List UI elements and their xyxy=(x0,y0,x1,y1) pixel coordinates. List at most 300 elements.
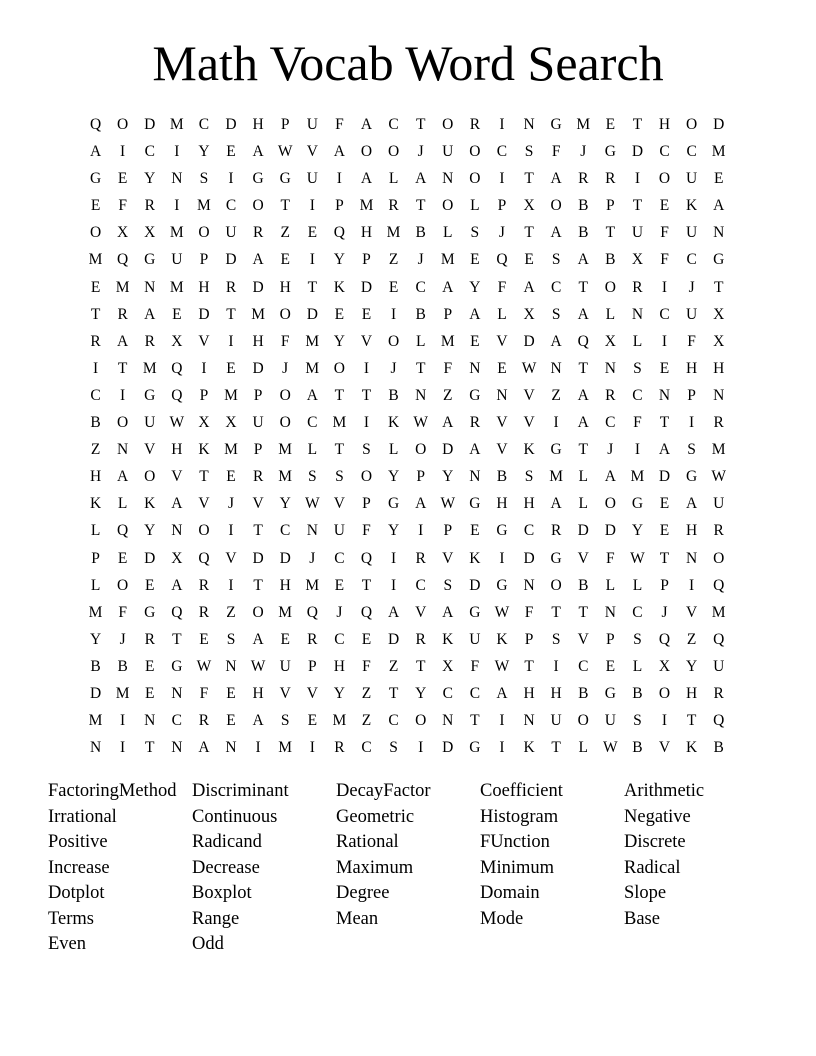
grid-letter: J xyxy=(119,630,126,648)
grid-letter: M xyxy=(305,332,320,350)
grid-letter: A xyxy=(252,630,264,648)
grid-letter: C xyxy=(307,414,318,432)
grid-letter: Y xyxy=(686,657,698,675)
grid-letter: J xyxy=(661,603,668,621)
grid-letter: N xyxy=(171,170,183,188)
grid-letter: C xyxy=(415,278,426,296)
grid-letter: C xyxy=(550,278,562,296)
grid-letter: G xyxy=(496,522,508,540)
grid-letter: E xyxy=(605,116,616,133)
word-list-item: FUnction xyxy=(480,832,550,852)
grid-letter: I xyxy=(390,305,397,323)
grid-letter: I xyxy=(309,251,315,269)
grid-letter: N xyxy=(144,278,156,296)
grid-letter: G xyxy=(89,170,102,188)
grid-letter: H xyxy=(171,441,183,459)
grid-letter: E xyxy=(90,197,101,215)
grid-letter: S xyxy=(633,630,642,648)
grid-letter: P xyxy=(253,386,263,404)
grid-letter: E xyxy=(280,630,290,648)
grid-letter: E xyxy=(713,170,724,188)
grid-letter: C xyxy=(334,549,345,567)
grid-letter: C xyxy=(415,576,426,594)
grid-letter: Q xyxy=(713,576,725,594)
grid-letter: R xyxy=(144,332,155,350)
grid-letter: V xyxy=(333,495,345,513)
grid-letter: V xyxy=(658,739,671,757)
grid-letter: O xyxy=(279,305,291,323)
grid-letter: A xyxy=(333,143,345,161)
grid-letter: I xyxy=(228,332,234,350)
grid-letter: H xyxy=(279,278,291,296)
grid-letter: O xyxy=(198,522,210,540)
grid-letter: A xyxy=(171,576,183,594)
grid-letter: E xyxy=(361,305,372,323)
grid-letter: I xyxy=(418,739,424,757)
grid-letter: T xyxy=(388,684,399,702)
grid-letter: H xyxy=(279,576,291,594)
word-list-item: Boxplot xyxy=(192,883,252,903)
grid-letter: D xyxy=(713,116,725,133)
grid-letter: C xyxy=(144,143,155,161)
grid-letter: T xyxy=(253,522,263,540)
grid-letter: E xyxy=(307,224,318,242)
grid-letter: J xyxy=(227,495,235,513)
grid-letter: Q xyxy=(713,630,725,648)
grid-letter: O xyxy=(415,441,427,459)
grid-letter: D xyxy=(144,116,156,133)
grid-letter: I xyxy=(363,359,370,377)
grid-letter: T xyxy=(415,657,426,675)
grid-letter: O xyxy=(360,468,373,486)
grid-letter: Z xyxy=(388,657,399,675)
grid-letter: O xyxy=(279,386,291,404)
word-list-item: Mean xyxy=(336,908,379,929)
grid-letter: O xyxy=(550,576,562,594)
grid-letter: F xyxy=(660,224,669,242)
grid-letter: Y xyxy=(469,278,481,296)
grid-letter: A xyxy=(604,468,616,486)
grid-letter: A xyxy=(577,414,589,432)
grid-letter: R xyxy=(578,170,589,188)
grid-letter: P xyxy=(443,522,453,540)
grid-letter: K xyxy=(333,278,345,296)
grid-letter: I xyxy=(499,739,505,757)
grid-letter: W xyxy=(603,739,618,757)
grid-letter: M xyxy=(88,712,103,730)
grid-letter: H xyxy=(713,359,725,377)
grid-letter: W xyxy=(304,495,320,513)
word-list-item: Terms xyxy=(48,908,94,929)
grid-letter: E xyxy=(605,657,616,675)
grid-letter: G xyxy=(279,170,291,188)
grid-letter: M xyxy=(278,603,293,621)
grid-letter: V xyxy=(171,468,183,486)
grid-letter: I xyxy=(390,576,397,594)
grid-letter: A xyxy=(496,684,508,702)
grid-letter: S xyxy=(633,712,642,730)
grid-letter: A xyxy=(713,197,725,215)
grid-letter: E xyxy=(659,495,670,513)
grid-letter: R xyxy=(605,170,616,188)
grid-letter: L xyxy=(90,522,101,540)
grid-letter: N xyxy=(523,576,535,594)
grid-letter: I xyxy=(661,712,668,730)
grid-letter: N xyxy=(713,386,725,404)
grid-letter: W xyxy=(521,359,537,377)
grid-letter: Y xyxy=(442,468,454,486)
grid-letter: Q xyxy=(117,251,129,269)
grid-letter: N xyxy=(442,712,454,730)
grid-letter: E xyxy=(226,684,236,702)
grid-letter: X xyxy=(117,224,129,242)
grid-letter: T xyxy=(117,359,128,377)
grid-letter: E xyxy=(145,576,155,594)
grid-letter: R xyxy=(469,414,481,432)
grid-letter: H xyxy=(252,684,264,702)
grid-letter: V xyxy=(306,684,318,702)
grid-letter: P xyxy=(307,657,317,675)
grid-letter: N xyxy=(604,359,616,377)
grid-letter: E xyxy=(226,359,236,377)
grid-letter: S xyxy=(551,630,561,648)
grid-letter: S xyxy=(362,441,371,459)
grid-letter: T xyxy=(334,441,345,459)
grid-letter: L xyxy=(388,441,399,459)
grid-letter: I xyxy=(309,739,315,757)
grid-letter: L xyxy=(632,576,643,594)
grid-letter: G xyxy=(387,495,400,513)
grid-letter: A xyxy=(117,468,129,486)
grid-letter: T xyxy=(199,468,209,486)
grid-letter: E xyxy=(659,359,670,377)
grid-letter: T xyxy=(605,224,616,242)
grid-letter: C xyxy=(198,116,210,133)
grid-letter: X xyxy=(442,657,454,675)
grid-letter: C xyxy=(469,684,481,702)
word-list-item: Minimum xyxy=(480,857,555,878)
grid-letter: H xyxy=(198,278,210,296)
grid-letter: B xyxy=(117,657,128,675)
word-list-item: Radicand xyxy=(192,832,262,852)
grid-letter: I xyxy=(499,116,505,133)
word-list-item: Dotplot xyxy=(48,883,105,903)
grid-letter: R xyxy=(713,414,724,432)
grid-letter: T xyxy=(524,224,534,242)
grid-letter: Q xyxy=(360,549,373,567)
grid-letter: C xyxy=(605,414,616,432)
grid-letter: C xyxy=(280,522,291,540)
grid-letter: T xyxy=(686,712,697,730)
grid-letter: G xyxy=(496,576,508,594)
grid-letter: Q xyxy=(306,603,318,621)
grid-letter: I xyxy=(553,657,559,675)
grid-letter: F xyxy=(280,332,290,350)
grid-letter: A xyxy=(252,712,264,730)
grid-letter: N xyxy=(523,712,535,730)
grid-letter: A xyxy=(144,305,156,323)
grid-letter: L xyxy=(578,495,588,513)
grid-letter: A xyxy=(550,332,562,350)
grid-letter: C xyxy=(388,712,399,730)
grid-letter: W xyxy=(494,603,510,621)
grid-letter: P xyxy=(91,549,100,567)
grid-letter: G xyxy=(686,468,698,486)
grid-letter: H xyxy=(333,657,345,675)
grid-letter: T xyxy=(253,576,263,594)
grid-letter: O xyxy=(333,359,345,377)
grid-letter: O xyxy=(442,116,454,133)
grid-letter: E xyxy=(172,305,182,323)
grid-letter: T xyxy=(659,549,670,567)
grid-letter: Q xyxy=(171,386,183,404)
grid-letter: N xyxy=(225,739,237,757)
grid-letter: K xyxy=(198,441,210,459)
grid-letter: X xyxy=(658,657,671,675)
grid-letter: A xyxy=(306,386,318,404)
grid-letter: V xyxy=(415,603,427,621)
grid-letter: F xyxy=(660,251,669,269)
grid-letter: F xyxy=(497,278,507,296)
grid-letter: V xyxy=(306,143,318,161)
grid-letter: E xyxy=(307,712,318,730)
grid-letter: D xyxy=(279,549,291,567)
grid-letter: R xyxy=(415,549,426,567)
grid-letter: A xyxy=(577,251,589,269)
grid-letter: L xyxy=(90,576,101,594)
grid-letter: D xyxy=(225,251,237,269)
grid-letter: W xyxy=(250,657,266,675)
grid-letter: R xyxy=(144,630,155,648)
grid-letter: V xyxy=(279,684,291,702)
grid-letter: T xyxy=(415,197,426,215)
word-list-item: Continuous xyxy=(192,806,278,827)
grid-letter: R xyxy=(550,522,562,540)
grid-letter: E xyxy=(470,332,480,350)
grid-letter: V xyxy=(577,549,589,567)
grid-letter: H xyxy=(686,522,698,540)
grid-letter: Y xyxy=(415,684,427,702)
grid-letter: Y xyxy=(198,143,210,161)
word-list-item: Irrational xyxy=(48,806,117,827)
grid-letter: T xyxy=(334,386,345,404)
grid-letter: D xyxy=(144,549,156,567)
grid-letter: B xyxy=(578,684,589,702)
grid-letter: Q xyxy=(89,116,102,133)
grid-letter: R xyxy=(198,603,210,621)
grid-letter: B xyxy=(415,224,426,242)
grid-letter: E xyxy=(145,684,155,702)
grid-letter: A xyxy=(198,739,210,757)
grid-letter: P xyxy=(199,251,209,269)
grid-letter: A xyxy=(171,495,183,513)
grid-letter: G xyxy=(469,495,481,513)
letter-grid xyxy=(82,111,734,761)
grid-letter: W xyxy=(277,143,293,161)
grid-letter: M xyxy=(711,143,726,161)
grid-letter: C xyxy=(496,143,508,161)
word-list-item: Even xyxy=(48,934,87,954)
grid-letter: H xyxy=(89,468,102,486)
word-list-item: Range xyxy=(192,908,240,929)
grid-letter: U xyxy=(550,712,562,730)
grid-letter: R xyxy=(605,386,616,404)
grid-letter: A xyxy=(442,603,454,621)
grid-letter: M xyxy=(115,684,130,702)
grid-letter: L xyxy=(307,441,318,459)
grid-letter: A xyxy=(686,495,698,513)
grid-letter: P xyxy=(362,251,371,269)
grid-letter: K xyxy=(523,739,535,757)
grid-letter: N xyxy=(469,359,481,377)
grid-letter: Q xyxy=(496,251,508,269)
grid-letter: U xyxy=(279,657,291,675)
grid-letter: V xyxy=(577,630,589,648)
grid-letter: H xyxy=(686,684,698,702)
word-list-item: FactoringMethod xyxy=(48,781,177,801)
grid-letter: D xyxy=(252,359,264,377)
grid-letter: I xyxy=(418,522,424,540)
grid-letter: L xyxy=(578,739,588,757)
grid-letter: O xyxy=(144,468,156,486)
grid-letter: E xyxy=(361,630,372,648)
word-list-item: Discriminant xyxy=(192,781,289,801)
grid-letter: Y xyxy=(387,468,400,486)
grid-letter: M xyxy=(549,468,564,486)
grid-letter: I xyxy=(309,197,315,215)
grid-letter: D xyxy=(523,332,535,350)
grid-letter: G xyxy=(604,684,616,702)
grid-letter: E xyxy=(388,278,399,296)
grid-letter: Y xyxy=(387,522,400,540)
grid-letter: G xyxy=(469,603,481,621)
grid-letter: A xyxy=(89,143,102,161)
grid-letter: M xyxy=(332,712,347,730)
grid-letter: D xyxy=(631,143,644,161)
grid-letter: O xyxy=(117,116,129,133)
grid-letter: Z xyxy=(226,603,236,621)
grid-letter: H xyxy=(550,684,562,702)
grid-letter: T xyxy=(415,116,426,133)
grid-letter: T xyxy=(578,278,588,296)
grid-letter: A xyxy=(469,305,481,323)
grid-letter: Q xyxy=(577,332,589,350)
grid-letter: I xyxy=(120,712,126,730)
grid-letter: T xyxy=(578,441,588,459)
grid-letter: W xyxy=(169,414,185,432)
word-list-item: Increase xyxy=(48,857,110,878)
grid-letter: X xyxy=(225,414,237,432)
grid-letter: P xyxy=(199,386,209,404)
grid-letter: A xyxy=(117,332,129,350)
grid-letter: U xyxy=(171,251,183,269)
grid-letter: T xyxy=(551,739,561,757)
grid-letter: H xyxy=(658,116,671,133)
grid-letter: M xyxy=(386,224,401,242)
grid-letter: T xyxy=(578,603,588,621)
grid-letter: A xyxy=(658,441,671,459)
grid-letter: I xyxy=(634,441,640,459)
grid-letter: G xyxy=(604,143,616,161)
grid-letter: E xyxy=(470,251,480,269)
grid-letter: I xyxy=(228,522,234,540)
grid-letter: N xyxy=(442,170,454,188)
grid-letter: L xyxy=(443,224,453,242)
grid-letter: D xyxy=(306,305,318,323)
grid-letter: G xyxy=(144,603,156,621)
grid-letter: Q xyxy=(658,630,671,648)
grid-letter: Q xyxy=(198,549,210,567)
grid-letter: P xyxy=(606,630,615,648)
grid-letter: U xyxy=(252,414,264,432)
grid-letter: S xyxy=(551,305,561,323)
grid-letter: A xyxy=(252,251,264,269)
grid-letter: G xyxy=(550,116,562,133)
grid-letter: K xyxy=(496,630,508,648)
grid-letter: R xyxy=(225,278,237,296)
grid-letter: S xyxy=(687,441,696,459)
grid-letter: M xyxy=(115,278,130,296)
grid-letter: M xyxy=(630,468,645,486)
grid-letter: U xyxy=(686,224,698,242)
grid-letter: I xyxy=(499,549,505,567)
grid-letter: E xyxy=(524,251,534,269)
grid-letter: T xyxy=(145,739,155,757)
grid-letter: P xyxy=(335,197,344,215)
grid-letter: R xyxy=(117,305,128,323)
grid-letter: B xyxy=(578,576,589,594)
grid-letter: U xyxy=(333,522,345,540)
grid-letter: R xyxy=(388,197,399,215)
grid-letter: C xyxy=(686,143,697,161)
grid-letter: Z xyxy=(388,251,399,269)
grid-letter: R xyxy=(632,278,643,296)
grid-letter: V xyxy=(523,414,535,432)
grid-letter: J xyxy=(417,143,424,161)
word-list-item: Histogram xyxy=(480,806,559,827)
grid-letter: G xyxy=(252,170,264,188)
grid-letter: K xyxy=(144,495,156,513)
grid-letter: Z xyxy=(90,441,101,459)
grid-letter: U xyxy=(713,657,725,675)
grid-letter: M xyxy=(359,197,374,215)
grid-letter: B xyxy=(578,197,589,215)
grid-letter: J xyxy=(688,278,695,296)
word-list-item: Base xyxy=(624,908,660,929)
grid-letter: N xyxy=(631,305,644,323)
grid-letter: E xyxy=(226,468,236,486)
grid-letter: J xyxy=(390,359,397,377)
grid-letter: D xyxy=(198,305,210,323)
grid-letter: J xyxy=(309,549,316,567)
grid-letter: E xyxy=(470,522,480,540)
word-list-item: Mode xyxy=(480,908,524,929)
grid-letter: M xyxy=(169,224,184,242)
grid-letter: Y xyxy=(89,630,102,648)
grid-letter: F xyxy=(362,657,371,675)
grid-letter: O xyxy=(387,332,400,350)
grid-letter: Q xyxy=(171,359,183,377)
grid-letter: Y xyxy=(333,251,345,269)
grid-letter: E xyxy=(659,197,670,215)
grid-letter: F xyxy=(687,332,696,350)
grid-letter: V xyxy=(198,495,210,513)
grid-letter: N xyxy=(686,549,698,567)
grid-letter: F xyxy=(524,603,534,621)
grid-letter: M xyxy=(440,251,455,269)
grid-letter: R xyxy=(198,576,210,594)
grid-letter: S xyxy=(199,170,209,188)
